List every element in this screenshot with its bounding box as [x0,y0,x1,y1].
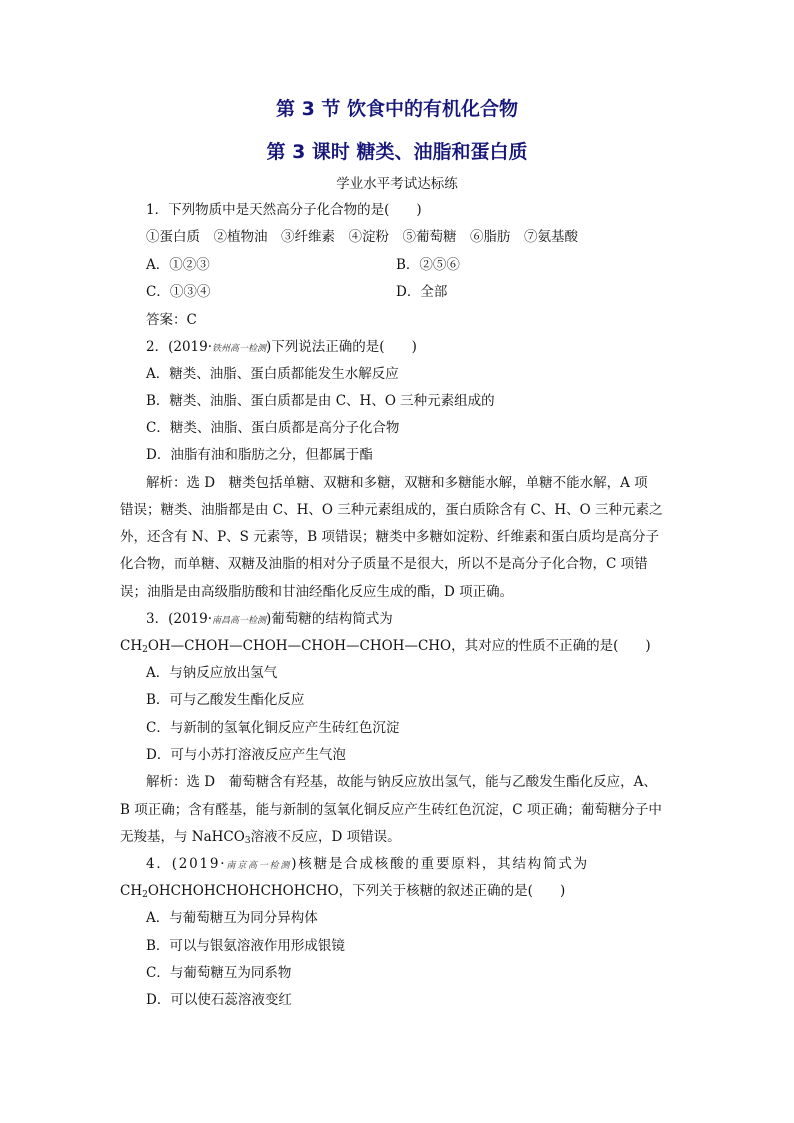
q3-source: 南昌高一检测 [212,616,267,626]
exercise-subtitle: 学业水平考试达标练 [336,176,458,192]
q2-stem: 2．(2019·铁州高一检测)下列说法正确的是( ) [146,339,417,355]
q4-option-b: B．可以与银氨溶液作用形成银镜 [146,938,345,954]
lesson-title: 第 3 课时 糖类、油脂和蛋白质 [266,141,528,163]
q1-answer: 答案：C [146,312,197,328]
q3-option-b: B．可与乙酸发生酯化反应 [146,692,305,708]
q4-source: 南京高一检测 [226,861,292,871]
q2-option-d: D．油脂有油和脂肪之分，但都属于酯 [146,447,373,463]
q4-formula: $CH_2OHCHOHCHOHCHOHCHO$，下列关于核糖的叙述正确的是( ) [120,883,566,900]
q1-option-b: B．②⑤⑥ [396,257,460,273]
q3-option-a: A．与钠反应放出氢气 [146,665,278,681]
q3-option-c: C．与新制的氢氧化铜反应产生砖红色沉淀 [146,720,400,736]
q2-explain-line: 外，还含有 N、P、S 元素等，B 项错误；糖类中多糖如淀粉、纤维素和蛋白质均是高分子 [120,529,659,545]
q2-option-c: C．糖类、油脂、蛋白质都是高分子化合物 [146,420,400,436]
q2-source: 铁州高一检测 [212,344,267,354]
q4-option-d: D．可以使石蕊溶液变红 [146,992,292,1008]
q1-option-d: D．全部 [396,284,448,300]
q2-explain-line: 解析：选 D 糖类包括单糖、双糖和多糖，双糖和多糖能水解，单糖不能水解，A 项 [146,475,648,491]
q3-explain-line: 无羧基，与 NaHCO$_3$溶液不反应，D 项错误。 [120,829,401,846]
q3-option-d: D．可与小苏打溶液反应产生气泡 [146,747,346,763]
q3-formula: $CH_2OH—CHOH—CHOH—CHOH—CHOH—CHO$，其对应的性质不正确的是( ) [120,638,651,655]
q2-option-a: A．糖类、油脂、蛋白质都能发生水解反应 [146,366,399,382]
q1-option-a: A．①②③ [146,257,210,273]
q4-stem: 4．(2019·南京高一检测)核糖是合成核酸的重要原料，其结构简式为 [146,856,589,872]
q3-explain-line: 解析：选 D 葡萄糖含有羟基，故能与钠反应放出氢气，能与乙酸发生酯化反应，A、 [146,774,657,790]
q3-stem: 3．(2019·南昌高一检测)葡萄糖的结构简式为 [146,611,393,627]
q1-items: ①蛋白质 ②植物油 ③纤维素 ④淀粉 ⑤葡萄糖 ⑥脂肪 ⑦氨基酸 [146,229,578,245]
q4-option-c: C．与葡萄糖互为同系物 [146,965,292,981]
q1-stem: 1．下列物质中是天然高分子化合物的是( ) [146,202,422,218]
q2-explain-line: 错误；糖类、油脂都是由 C、H、O 三种元素组成的，蛋白质除含有 C、H、O 三种元素之 [120,502,663,518]
q4-option-a: A．与葡萄糖互为同分异构体 [146,910,318,926]
q2-explain-line: 化合物，而单糖、双糖及油脂的相对分子质量不是很大，所以不是高分子化合物，C 项错 [120,556,648,572]
q2-option-b: B．糖类、油脂、蛋白质都是由 C、H、O 三种元素组成的 [146,393,495,409]
section-title: 第 3 节 饮食中的有机化合物 [275,98,519,120]
q3-explain-line: B 项正确；含有醛基，能与新制的氢氧化铜反应产生砖红色沉淀，C 项正确；葡萄糖分子中 [120,802,662,818]
q1-option-c: C．①③④ [146,284,211,300]
q2-explain-line: 误；油脂是由高级脂肪酸和甘油经酯化反应生成的酯，D 项正确。 [120,584,514,600]
